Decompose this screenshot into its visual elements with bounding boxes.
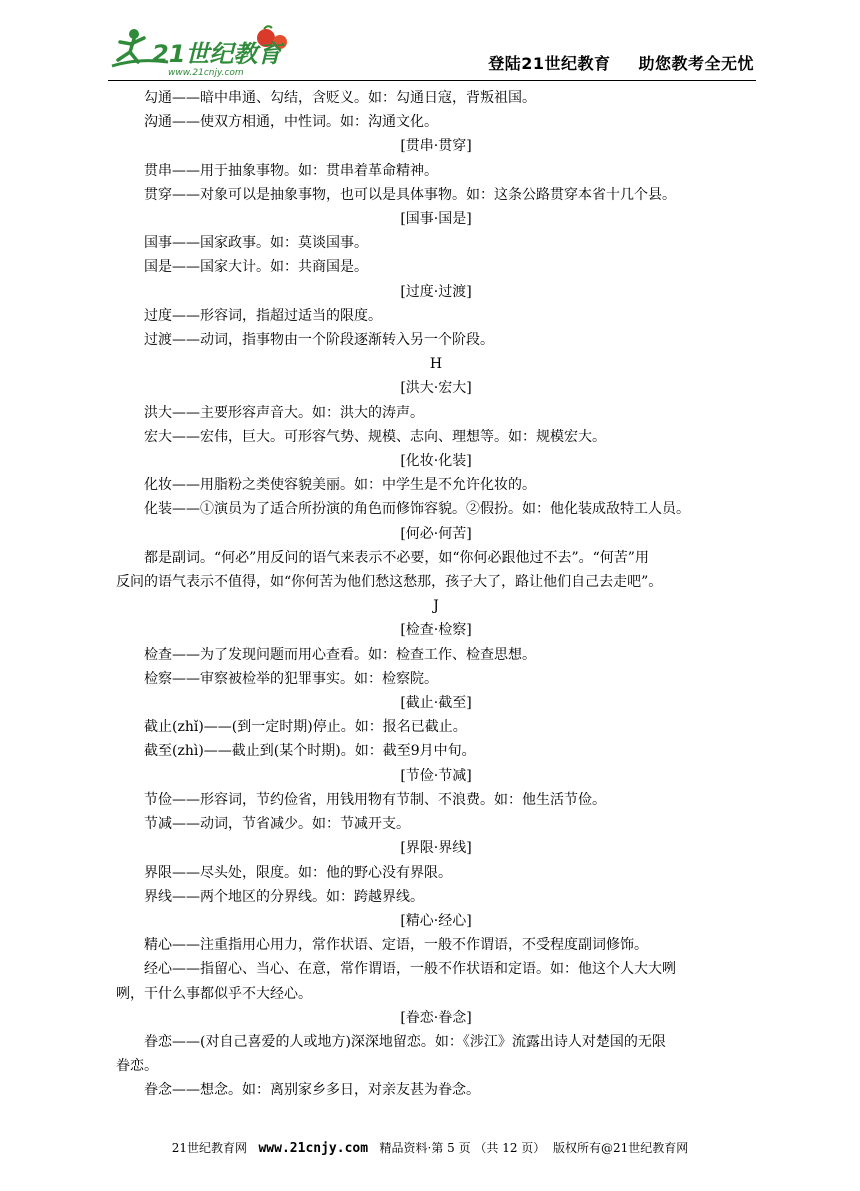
header-slogan xyxy=(488,51,754,74)
section-heading: [节俭·节减] xyxy=(400,767,472,784)
section-heading: H xyxy=(429,356,443,373)
section-heading: [国事·国是] xyxy=(400,211,472,228)
logo xyxy=(108,22,308,78)
footer-page-info: 精品资料·第 5 页 （共 12 页） xyxy=(379,1141,546,1155)
section-heading: J xyxy=(433,598,439,615)
text-line: 都是副词。“何必”用反问的语气来表示不必要，如“你何必跟他过不去”。“何苦”用 xyxy=(144,549,649,566)
page-footer xyxy=(0,1139,860,1156)
slogan-right: 助您教考全无忧 xyxy=(638,54,754,73)
logo-url: www.21cnjy.com xyxy=(168,68,244,78)
section-heading: [截止·截至] xyxy=(400,695,472,712)
page-header xyxy=(108,22,754,80)
text-line: 贯串——用于抽象事物。如：贯串着革命精神。 xyxy=(144,162,438,179)
text-line: 经心——指留心、当心、在意，常作谓语，一般不作状语和定语。如：他这个人大大咧 xyxy=(144,961,676,978)
section-heading: [贯串·贯穿] xyxy=(400,138,472,155)
text-line: 眷念——想念。如：离别家乡多日，对亲友甚为眷念。 xyxy=(144,1082,480,1099)
section-heading: [何必·何苦] xyxy=(400,525,472,542)
section-heading: [精心·经心] xyxy=(400,912,472,929)
text-line: 检察——审察被检举的犯罪事实。如：检察院。 xyxy=(144,670,438,687)
text-line: 洪大——主要形容声音大。如：洪大的涛声。 xyxy=(144,404,424,421)
text-line: 沟通——使双方相通，中性词。如：沟通文化。 xyxy=(144,114,438,131)
text-line: 过度——形容词，指超过适当的限度。 xyxy=(144,307,382,324)
section-heading: [化妆·化装] xyxy=(400,453,472,470)
text-line: 截止(zhǐ)——(到一定时期)停止。如：报名已截止。 xyxy=(144,719,467,736)
text-line: 化妆——用脂粉之类使容貌美丽。如：中学生是不允许化妆的。 xyxy=(144,477,536,494)
text-line: 精心——注重指用心用力，常作状语、定语，一般不作谓语，不受程度副词修饰。 xyxy=(144,937,648,954)
text-line: 节俭——形容词，节约俭省，用钱用物有节制、不浪费。如：他生活节俭。 xyxy=(144,791,606,808)
text-line: 反问的语气表示不值得，如“你何苦为他们愁这愁那，孩子大了，路让他们自己去走吧”。 xyxy=(116,574,663,591)
text-line: 化装——①演员为了适合所扮演的角色而修饰容貌。②假扮。如：他化装成敌特工人员。 xyxy=(144,501,690,518)
section-heading: [界限·界线] xyxy=(400,840,472,857)
text-line: 咧，干什么事都似乎不大经心。 xyxy=(116,985,312,1002)
text-line: 贯穿——对象可以是抽象事物，也可以是具体事物。如：这条公路贯穿本省十几个县。 xyxy=(144,186,676,203)
text-line: 勾通——暗中串通、勾结，含贬义。如：勾通日寇，背叛祖国。 xyxy=(144,90,536,106)
section-heading: [检查·检察] xyxy=(400,622,472,639)
text-line: 过渡——动词，指事物由一个阶段逐渐转入另一个阶段。 xyxy=(144,332,494,349)
text-line: 国是——国家大计。如：共商国是。 xyxy=(144,259,368,276)
footer-site: www.21cnjy.com xyxy=(258,1141,369,1156)
section-heading: [过度·过渡] xyxy=(400,283,472,300)
text-line: 眷恋——(对自己喜爱的人或地方)深深地留恋。如：《涉江》流露出诗人对楚国的无限 xyxy=(144,1033,666,1050)
text-line: 检查——为了发现问题而用心查看。如：检查工作、检查思想。 xyxy=(144,646,536,663)
text-line: 界限——尽头处，限度。如：他的野心没有界限。 xyxy=(144,864,452,881)
section-heading: [洪大·宏大] xyxy=(400,380,472,397)
text-line: 截至(zhì)——截止到(某个时期)。如：截至9月中旬。 xyxy=(144,743,476,760)
footer-copyright: 版权所有@21世纪教育网 xyxy=(552,1141,689,1155)
text-line: 眷恋。 xyxy=(116,1058,158,1075)
text-line: 节减——动词，节省减少。如：节减开支。 xyxy=(144,816,410,833)
text-line: 国事——国家政事。如：莫谈国事。 xyxy=(144,235,368,252)
text-line: 宏大——宏伟，巨大。可形容气势、规模、志向、理想等。如：规模宏大。 xyxy=(144,428,606,445)
logo-text: 21世纪教育 xyxy=(152,40,282,68)
footer-org: 21世纪教育网 xyxy=(171,1141,248,1155)
document-body xyxy=(116,86,756,1103)
text-line: 界线——两个地区的分界线。如：跨越界线。 xyxy=(144,888,424,905)
header-divider xyxy=(108,80,756,81)
slogan-left: 登陆21世纪教育 xyxy=(488,54,611,73)
section-heading: [眷恋·眷念] xyxy=(400,1009,472,1026)
